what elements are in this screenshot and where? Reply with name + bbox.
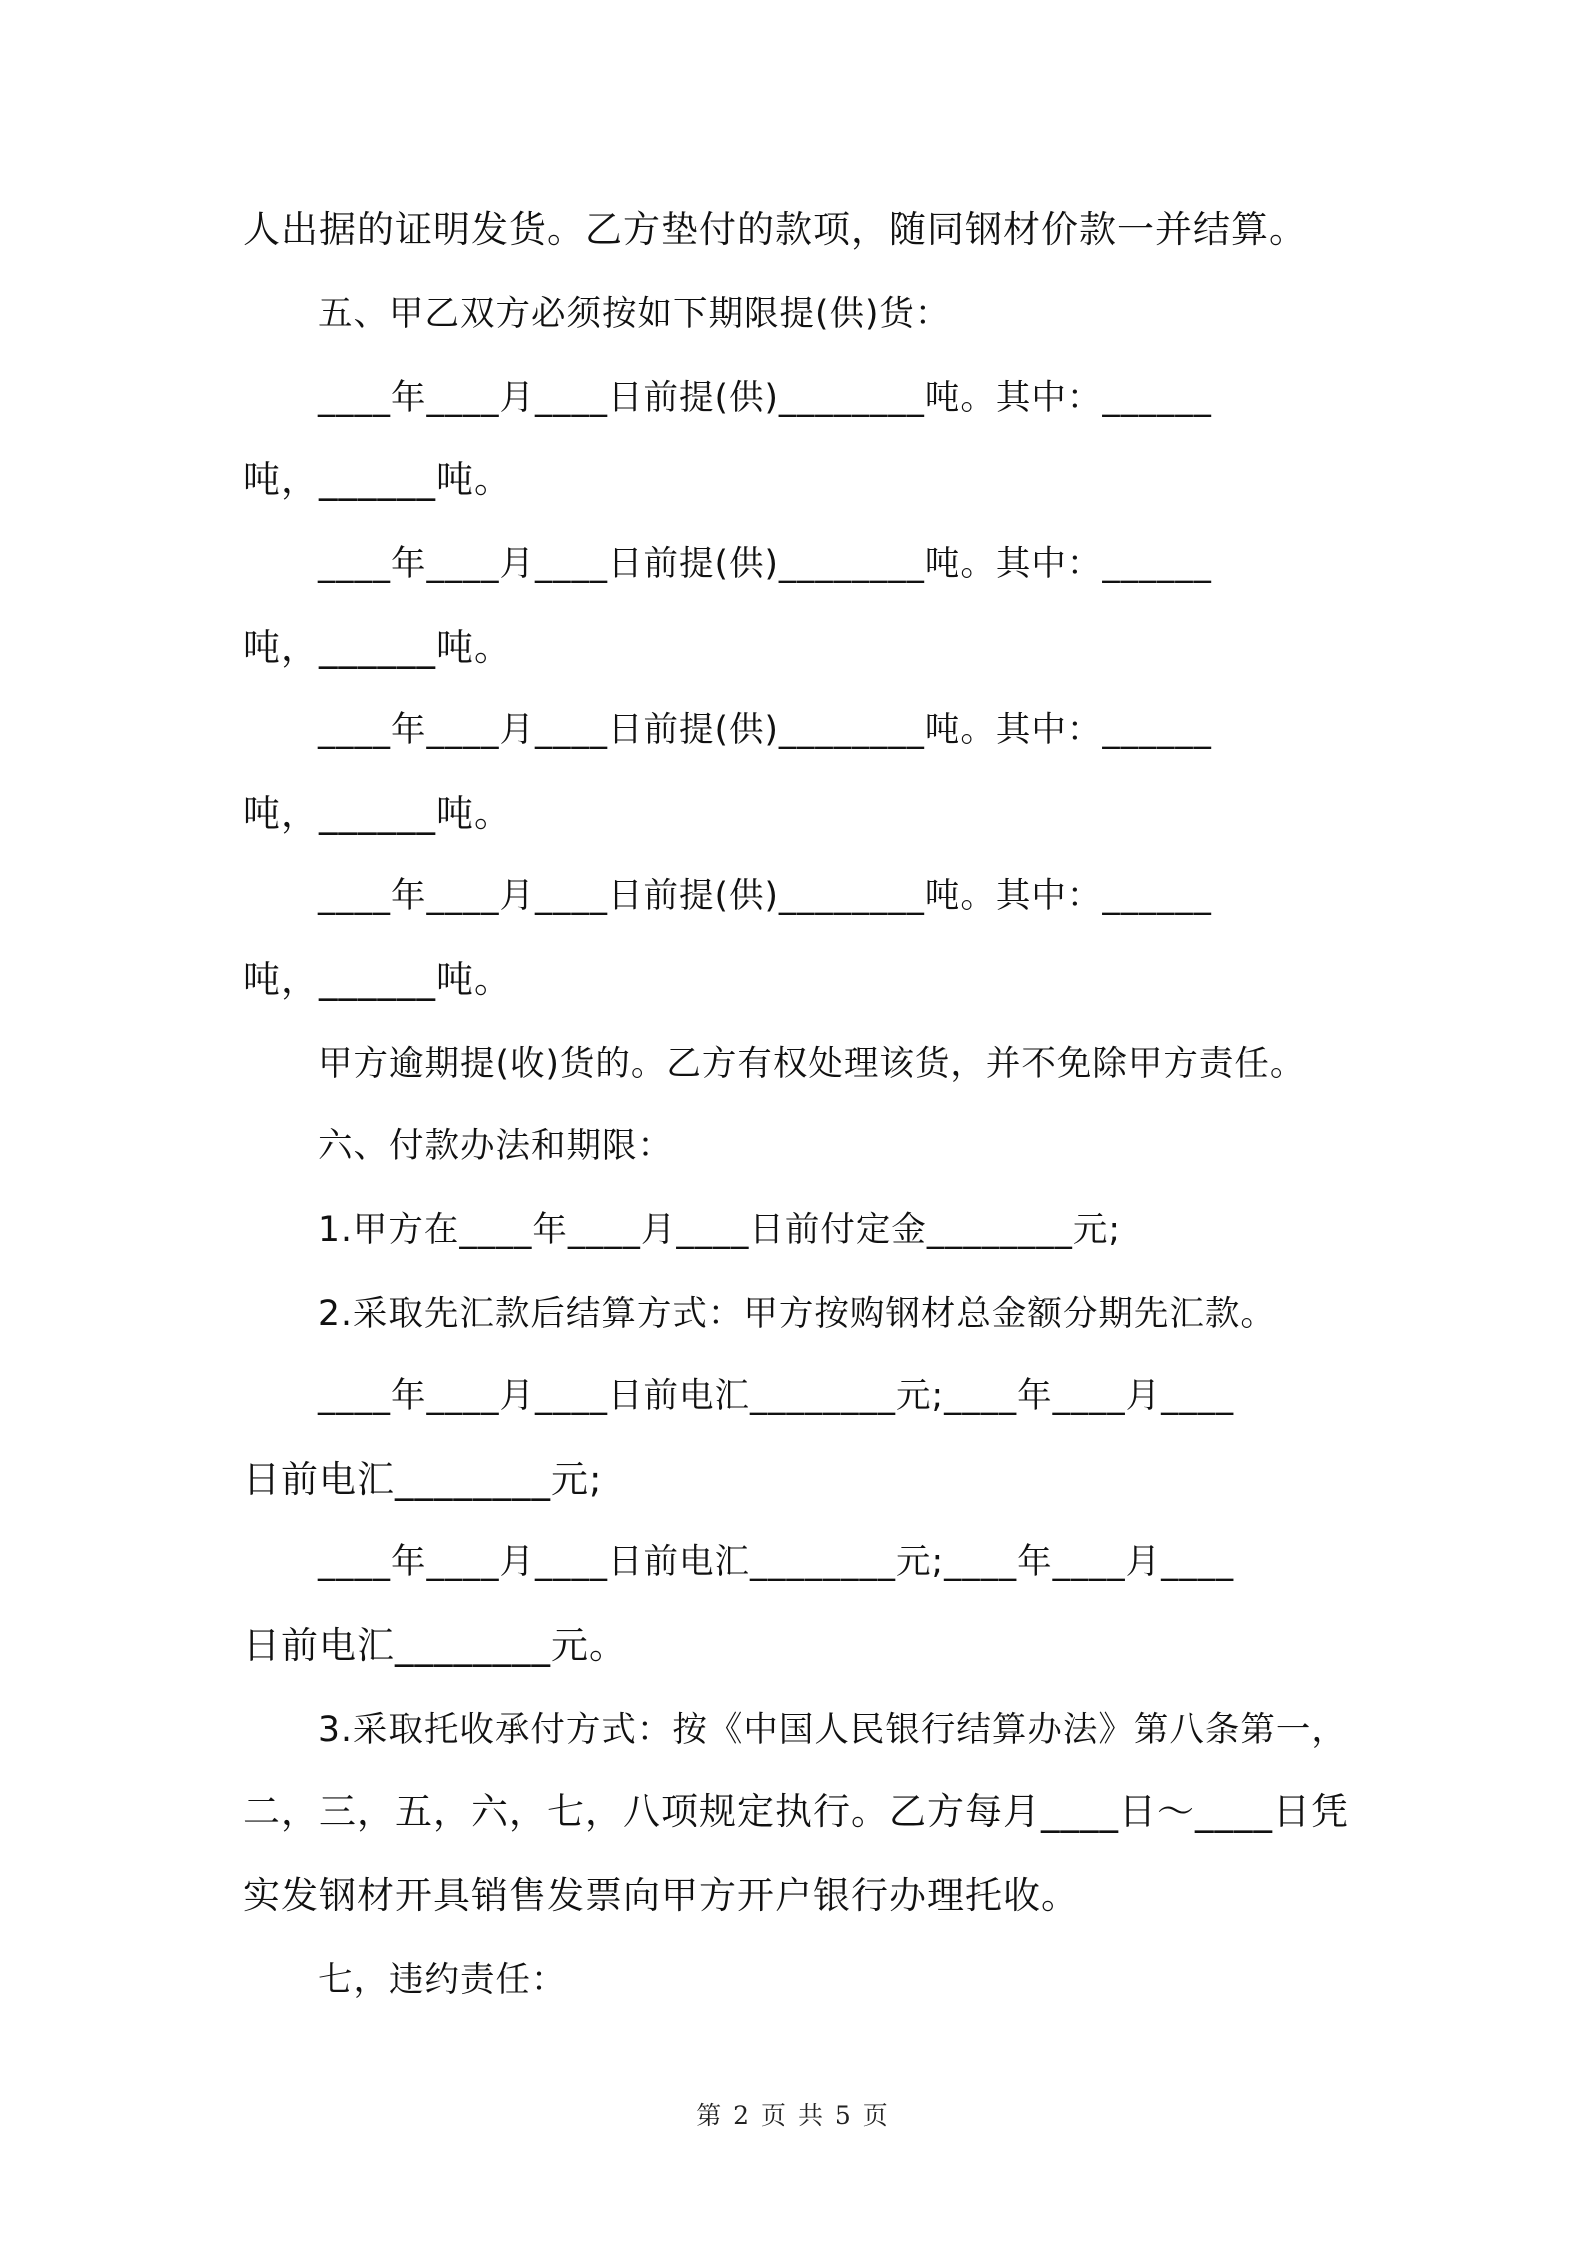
section-heading: 七，违约责任：	[318, 1960, 567, 2000]
paragraph-line: ____年____月____日前电汇________元;____年____月____	[318, 1376, 1235, 1416]
paragraph-line: ____年____月____日前提(供)________吨。其中：______	[318, 378, 1212, 418]
paragraph-line: 2.采取先汇款后结算方式：甲方按购钢材总金额分期先汇款。	[318, 1294, 1276, 1334]
paragraph-line: 实发钢材开具销售发票向甲方开户银行办理托收。	[243, 1874, 1079, 1917]
paragraph-line: 吨，______吨。	[243, 958, 512, 1001]
paragraph-line: 吨，______吨。	[243, 792, 512, 835]
section-heading: 六、付款办法和期限：	[318, 1126, 673, 1166]
section-heading: 五、甲乙双方必须按如下期限提(供)货：	[318, 294, 951, 334]
paragraph-line: 人出据的证明发货。乙方垫付的款项，随同钢材价款一并结算。	[243, 208, 1307, 251]
paragraph-line: 吨，______吨。	[243, 458, 512, 501]
paragraph-line: 吨，______吨。	[243, 626, 512, 669]
paragraph-line: 1.甲方在____年____月____日前付定金________元;	[318, 1210, 1122, 1250]
paragraph-line: 日前电汇________元。	[243, 1624, 627, 1667]
paragraph-line: 二，三，五，六，七，八项规定执行。乙方每月____日～____日凭	[243, 1790, 1349, 1833]
paragraph-line: 3.采取托收承付方式：按《中国人民银行结算办法》第八条第一，	[318, 1710, 1347, 1750]
paragraph-line: ____年____月____日前提(供)________吨。其中：______	[318, 710, 1212, 750]
paragraph-line: ____年____月____日前提(供)________吨。其中：______	[318, 876, 1212, 916]
paragraph-line: ____年____月____日前提(供)________吨。其中：______	[318, 544, 1212, 584]
paragraph-line: 甲方逾期提(收)货的。乙方有权处理该货，并不免除甲方责任。	[318, 1044, 1306, 1084]
paragraph-line: 日前电汇________元;	[243, 1458, 603, 1501]
paragraph-line: ____年____月____日前电汇________元;____年____月____	[318, 1542, 1235, 1582]
page-number: 第 2 页 共 5 页	[696, 2101, 890, 2130]
